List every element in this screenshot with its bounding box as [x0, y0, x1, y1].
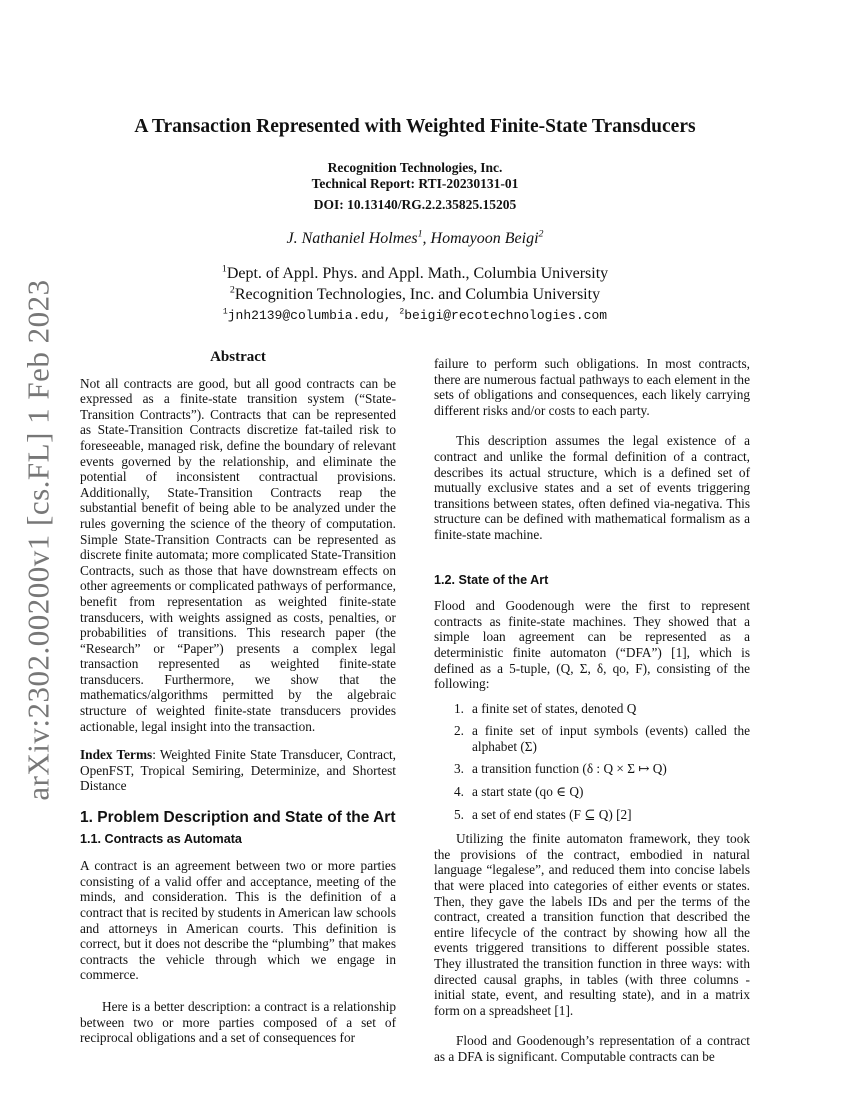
email: beigi@recotechnologies.com: [404, 308, 608, 323]
paragraph: Utilizing the finite automaton framework, they took the provisions of the contract, embodied in natural language “legalese”, and reduced them into concise labels that were placed into categories of either events or states. Then, they gave the labels IDs and per the terms of the contract, created a transition function that described the entire lifecycle of the contract by showing how all the events triggered transitions to different possible states. They illustrated the transition function in three ways: with directed causal graphs, in tables (with three columns - initial state, event, and resulting state), and in a matrix form on a spreadsheet [1].: [434, 831, 750, 1018]
author-separator: ,: [422, 230, 431, 247]
affiliation: [80, 265, 750, 283]
paper-title: A Transaction Represented with Weighted Finite-State Transducers: [134, 116, 696, 137]
affiliation: [80, 286, 750, 304]
affiliation-text: Dept. of Appl. Phys. and Appl. Math., Columbia University: [226, 265, 609, 282]
list-item: [434, 807, 750, 823]
subsection-heading: 1.2. State of the Art: [434, 572, 549, 587]
abstract-text: Not all contracts are good, but all good contracts can be expressed as a finite-state transition system (“State-Transition Contracts”). Contracts that can be represented as State-Transition Contracts discretize fat-tailed risk to foreseeable, managed risk, define the boundary of relevant events governed by the relationship, and eliminate the potential of inconsistent contractual provisions. Additionally, State-Transition Contracts reap the substantial benefit of being able to be analyzed under the rules governing the science of the theory of computation. Simple State-Transition Contracts can be represented as discrete finite automata; more complicated State-Transition Contracts, such as those that have downstream effects on other agreements or complicated pathways of performance, benefit from representation as weighted finite-state transducers, with weights assigned as costs, penalties, or probabilities of transitions. This research paper (the “Research” or “Paper”) presents a complex legal transaction represented as weighted finite-state transducers. Furthermore, we show that the mathematics/algorithms permitted by the algebraic structure of weighted finite-state transducers provides actionable, legal insight into the transaction.: [80, 375, 396, 734]
email: jnh2139@columbia.edu,: [227, 308, 400, 323]
list-item: [434, 784, 750, 800]
arxiv-id: arXiv:2302.00200v1 [cs.FL] 1 Feb 2023: [21, 279, 56, 801]
author-emails: [80, 308, 750, 323]
list-number: 5.: [454, 806, 464, 822]
list-number: 3.: [454, 761, 464, 777]
list-text: a start state (qo ∈ Q): [472, 784, 584, 800]
affil-mark: 2: [399, 307, 405, 317]
affil-mark: 2: [538, 228, 544, 240]
affil-mark: 2: [229, 284, 235, 296]
affiliation-text: Recognition Technologies, Inc. and Columbia University: [234, 286, 601, 303]
list-item: [434, 723, 750, 754]
report-number: Technical Report: RTI-20230131-01: [311, 176, 519, 191]
author-name: Homayoon Beigi: [430, 230, 539, 247]
index-terms: [80, 747, 396, 794]
abstract-heading: Abstract: [210, 349, 266, 365]
paragraph: Here is a better description: a contract is a relationship between two or more parties composed of a set of reciprocal obligations and a set of consequences for: [80, 998, 396, 1046]
organization: Recognition Technologies, Inc.: [327, 160, 503, 175]
subsection-heading: 1.1. Contracts as Automata: [80, 831, 242, 846]
list-number: 1.: [454, 700, 464, 716]
author-list: [80, 230, 750, 248]
right-column: [434, 356, 750, 1065]
paragraph: failure to perform such obligations. In most contracts, there are numerous factual pathways to each element in the sets of obligations and consequences, each likely carrying different risks and/or costs to each party.: [434, 356, 750, 418]
paragraph: Flood and Goodenough’s representation of a contract as a DFA is significant. Computable contracts can be: [434, 1033, 750, 1064]
arxiv-stamp: [14, 279, 64, 801]
doi: DOI: 10.13140/RG.2.2.35825.15205: [313, 197, 517, 212]
paragraph: This description assumes the legal existence of a contract and unlike the formal definition of a contract, describes its actual structure, which is a defined set of mutually exclusive states and a set of events triggering transitions between states, often defined via-negativa. This structure can be defined with mathematical formalism as a finite-state machine.: [434, 433, 750, 542]
list-text: a finite set of input symbols (events) called the alphabet (Σ): [472, 723, 750, 754]
list-number: 2.: [454, 723, 464, 739]
affil-mark: 1: [221, 263, 227, 275]
left-column: [80, 350, 396, 1046]
affil-mark: 1: [222, 307, 228, 317]
list-text: a transition function (δ : Q × Σ ↦ Q): [472, 761, 667, 777]
dfa-definition-list: [434, 701, 750, 823]
author-name: J. Nathaniel Holmes: [286, 230, 418, 247]
list-text: a finite set of states, denoted Q: [472, 700, 637, 716]
list-item: [434, 701, 750, 717]
list-item: [434, 761, 750, 777]
paragraph: Flood and Goodenough were the first to represent contracts as finite-state machines. They showed that a simple loan agreement can be represented as a deterministic finite automaton (“DFA”) [1], which is defined as a 5-tuple, (Q, Σ, δ, qo, F), consisting of the following:: [434, 598, 750, 692]
paragraph: A contract is an agreement between two or more parties consisting of a valid offer and acceptance, meeting of the minds, and consideration. This is the definition of a contract that is recited by students in American law schools and attorneys in American courts. This definition is correct, but it does not describe the “plumbing” that makes contracts the vehicle through which we engage in commerce.: [80, 858, 396, 983]
section-heading: 1. Problem Description and State of the Art: [80, 809, 396, 827]
index-terms-text: : Weighted Finite State Transducer, Contract, OpenFST, Tropical Semiring, Determinize, and Shortest Distance: [80, 747, 396, 794]
list-number: 4.: [454, 784, 464, 800]
list-text: a set of end states (F ⊆ Q) [2]: [472, 806, 632, 822]
index-terms-label: Index Terms: [80, 747, 153, 763]
affil-mark: 1: [417, 228, 423, 240]
